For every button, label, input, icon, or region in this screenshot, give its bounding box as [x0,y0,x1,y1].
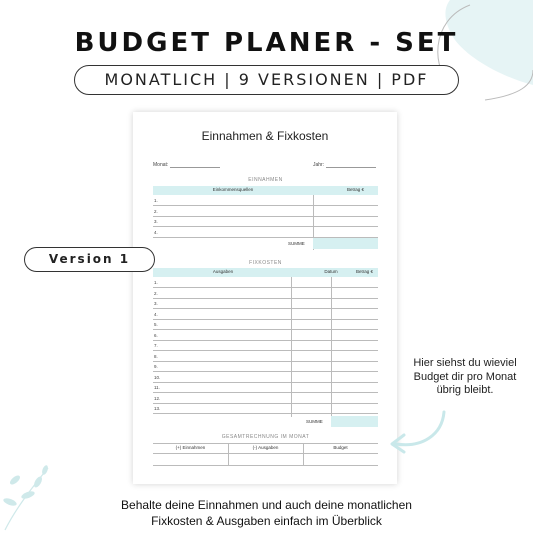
fixed-col-amount: Betrag € [355,269,373,274]
row-number: 4. [154,311,158,317]
month-line [170,163,220,168]
total-col-budget: Budget [333,445,348,450]
total-table-header [153,443,378,454]
year-label: Jahr: [313,162,325,168]
income-col-amount: Betrag € [346,187,364,192]
total-heading: GESAMTRECHNUNG IM MONAT [221,434,310,440]
fixed-row [153,403,378,414]
row-number: 11. [154,385,160,390]
income-row [153,206,378,217]
caption-line-2: Fixkosten & Ausgaben einfach im Überblick [151,514,382,528]
side-note: Hier siehst du wieviel Budget dir pro Monat übrig bleibt. [413,357,517,396]
fixed-row [153,351,378,362]
fixed-table-header [153,268,378,277]
sheet-title: Einnahmen & Fixkosten [201,129,329,143]
fixed-col-date: Datum [324,269,338,274]
income-table-header [153,186,378,195]
total-col-expenses: (-) Ausgaben [252,445,279,450]
fixed-divider-amount [331,277,332,417]
row-number: 13. [154,406,161,411]
income-row [153,227,378,238]
row-number: 9. [154,364,158,369]
fixed-row [153,288,378,299]
income-heading: EINNAHMEN [248,177,283,183]
year-field [313,162,376,168]
row-number: 10. [154,374,161,380]
row-number: 7. [154,343,158,348]
row-number: 1. [154,198,158,203]
fixed-row [153,277,378,288]
page-title: BUDGET PLANER - SET [74,28,459,58]
caption-line-1: Behalte deine Einnahmen und auch deine monatlichen [121,498,412,512]
planner-sheet [133,112,397,484]
fixed-row [153,319,378,330]
total-row [153,455,378,466]
total-col-income: (+) Einnahmen [175,445,206,450]
income-row [153,216,378,227]
income-sum-box [313,238,378,249]
row-number: 4. [154,229,158,235]
year-line [326,163,376,168]
row-number: 5. [154,322,158,327]
income-col-source: Einkommensquellen [212,187,254,192]
row-number: 6. [154,332,158,338]
month-field [153,162,220,168]
fixed-row [153,340,378,351]
row-number: 2. [154,208,158,214]
row-number: 8. [154,353,158,359]
arrow-icon [382,410,452,455]
caption [0,497,533,529]
month-label: Monat: [153,162,169,168]
fixed-row [153,382,378,393]
version-badge: Version 1 [24,247,155,272]
row-number: 12. [154,395,161,401]
fixed-row [153,372,378,383]
income-sum-label: SUMME [288,241,305,246]
fixed-sum-box [331,416,378,427]
fixed-sum-label: SUMME [306,419,323,424]
fixed-col-expense: Ausgaben [212,269,234,274]
subtitle-badge: MONATLICH | 9 VERSIONEN | PDF [74,65,459,95]
income-row [153,195,378,206]
fixed-row [153,361,378,372]
fixed-divider-date [291,277,292,417]
row-number: 3. [154,301,158,306]
fixed-heading: FIXKOSTEN [249,260,282,266]
row-number: 3. [154,219,158,224]
fixed-row [153,309,378,320]
fixed-row [153,393,378,404]
row-number: 1. [154,280,158,285]
fixed-row [153,330,378,341]
row-number: 2. [154,290,158,296]
fixed-row [153,298,378,309]
